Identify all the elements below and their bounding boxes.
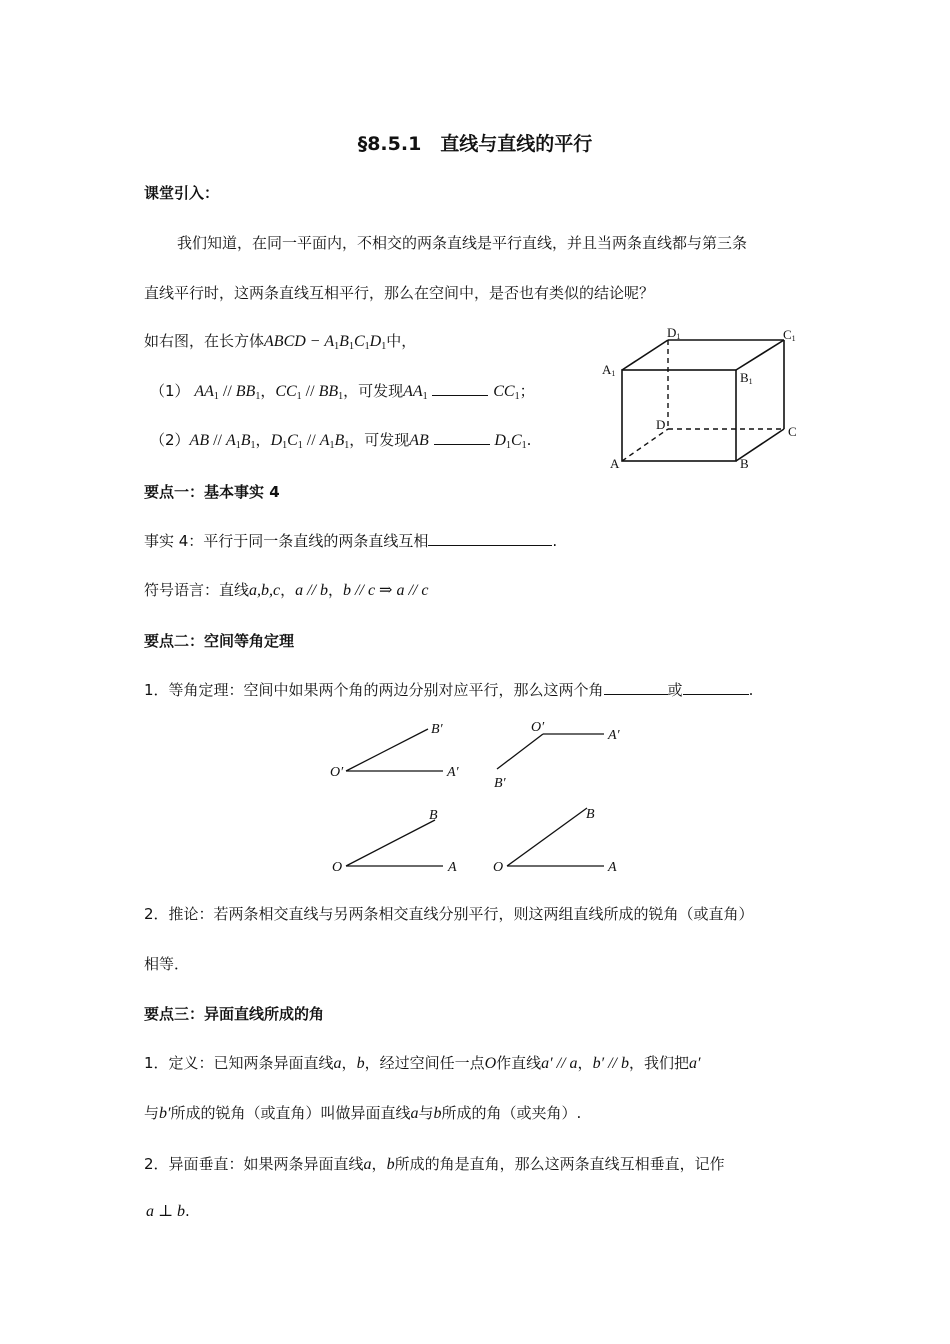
symbol-expr-1: a // b (295, 582, 329, 599)
theorem-blank-2[interactable] (683, 682, 749, 695)
theorem-or: 或 (667, 681, 683, 699)
q1-mid: ，可发现 (343, 382, 404, 400)
cuboid-front-face (622, 370, 736, 461)
angle2-label-A-prime: A′ (608, 728, 620, 743)
angle4-label-B: B (586, 807, 595, 822)
point2-heading: 要点二：空间等角定理 (144, 632, 295, 650)
perp-end: . (185, 1202, 190, 1220)
q1-expr4: $CC_1$ (493, 383, 520, 402)
fact4-text: 事实 4：平行于同一条直线的两条直线互相 (144, 532, 429, 550)
intro-paragraph-line2: 直线平行时，这两条直线互相平行，那么在空间中，是否也有类似的结论呢？ (144, 284, 655, 302)
question-2 (150, 429, 531, 451)
perp-var-b: b (386, 1156, 395, 1173)
math-minus: − (310, 333, 320, 350)
def-var-O: O (484, 1055, 497, 1072)
q1-expr3: $AA_1$ (403, 383, 428, 402)
angle4-label-O: O (493, 860, 504, 875)
q2-expr1: AB // $A_1B_1$ (189, 432, 256, 451)
label-B: B (740, 456, 749, 471)
q2-sep: ， (255, 431, 271, 449)
def-text-1: 1．定义：已知两条异面直线 (144, 1054, 334, 1072)
label-D: D (656, 417, 666, 432)
symbol-comma-1: ， (280, 581, 296, 599)
def2-var-bp: b′ (159, 1105, 171, 1122)
symbol-prefix: 符号语言：直线 (144, 581, 250, 599)
def-var-ap: a′ (688, 1055, 701, 1072)
perpendicular-line1 (144, 1153, 725, 1174)
def2-var-a: a (410, 1105, 419, 1122)
q2-label: （2） (150, 431, 190, 449)
def-var-b: b (356, 1055, 365, 1072)
fact4-answer-blank[interactable] (428, 533, 552, 546)
symbol-language-line (144, 579, 428, 600)
angle1-label-O-prime: O′ (330, 765, 344, 780)
perp-text-2: ， (371, 1155, 387, 1173)
label-C: C (788, 424, 797, 439)
angle1-label-B-prime: B′ (431, 722, 443, 737)
definition-line2 (144, 1102, 581, 1123)
angle2-label-O-prime: O′ (531, 720, 545, 735)
theorem-end: . (748, 681, 754, 699)
page-title: §8.5.1 直线与直线的平行 (357, 133, 593, 155)
q1-label: （1） (150, 382, 190, 400)
angle1-label-A-prime: A′ (447, 765, 459, 780)
symbol-expr-2: b // c ⇒ a // c (343, 582, 429, 599)
math-a1b1c1d1: $A_1B_1C_1D_1$ (324, 333, 387, 352)
def-expr-bp: b′ // b (592, 1055, 629, 1072)
figure-intro-line (144, 330, 416, 352)
cuboid-figure (595, 322, 815, 477)
angle3-label-B: B (429, 808, 438, 823)
angle2-ray-ob (497, 734, 543, 769)
angle3-label-A: A (448, 860, 457, 875)
def-text-2: ， (341, 1054, 357, 1072)
def2-var-b: b (433, 1105, 442, 1122)
q2-mid: ，可发现 (349, 431, 410, 449)
cuboid-edge-b1c1 (736, 340, 784, 370)
label-D1: D1 (667, 325, 681, 341)
q1-end: ； (519, 382, 535, 400)
corollary-line2: 相等． (144, 955, 190, 973)
angle1-ray-ob (346, 729, 428, 771)
q1-expr2: $CC_1 // BB_1$ (275, 383, 344, 402)
angle4-ray-ob (507, 808, 587, 866)
angle-figures (325, 712, 635, 880)
symbol-vars: a,b,c (249, 582, 281, 599)
def2-text-3: 与 (418, 1104, 434, 1122)
q2-end: . (526, 431, 532, 449)
point3-heading: 要点三：异面直线所成的角 (144, 1005, 325, 1023)
corollary-line1: 2．推论：若两条相交直线与另两条相交直线分别平行，则这两组直线所成的锐角（或直角） (144, 905, 754, 923)
perpendicular-line2 (146, 1201, 190, 1221)
perp-expr: a ⊥ b (146, 1203, 186, 1220)
label-A1: A1 (602, 362, 616, 378)
q2-expr3: AB (409, 432, 429, 449)
equal-angle-theorem (144, 679, 753, 700)
q1-expr1: $AA_1 // BB_1$ (194, 383, 261, 402)
theorem-blank-1[interactable] (604, 682, 668, 695)
label-B1: B1 (740, 370, 753, 386)
question-1 (150, 380, 535, 402)
definition-line1 (144, 1052, 700, 1073)
def-text-4: 作直线 (496, 1054, 542, 1072)
angle3-label-O: O (332, 860, 343, 875)
q1-sep: ， (260, 382, 276, 400)
symbol-comma-2: ， (328, 581, 344, 599)
def-text-5: ， (577, 1054, 593, 1072)
def2-text-1: 与 (144, 1104, 160, 1122)
q2-expr4: $D_1C_1$ (494, 432, 527, 451)
label-C1: C1 (783, 327, 796, 343)
fig-prefix: 如右图，在长方体 (144, 332, 265, 350)
def-text-3: ，经过空间任一点 (364, 1054, 485, 1072)
angle2-label-B-prime: B′ (494, 776, 506, 791)
cuboid-edge-a1d1 (622, 340, 668, 370)
theorem-text: 1．等角定理：空间中如果两个角的两边分别对应平行，那么这两个角 (144, 681, 604, 699)
perp-text-1: 2．异面垂直：如果两条异面直线 (144, 1155, 364, 1173)
def2-text-4: 所成的角（或夹角）. (441, 1104, 582, 1122)
fact4-end: . (552, 532, 558, 550)
def2-text-2: 所成的锐角（或直角）叫做异面直线 (170, 1104, 411, 1122)
point1-heading: 要点一：基本事实 4 (144, 483, 280, 501)
intro-paragraph-line1: 我们知道，在同一平面内，不相交的两条直线是平行直线，并且当两条直线都与第三条 (177, 234, 748, 252)
angle3-ray-ob (346, 820, 435, 866)
fig-suffix: 中， (386, 332, 417, 350)
angle4-label-A: A (608, 860, 617, 875)
intro-heading: 课堂引入： (144, 184, 220, 202)
math-box-name: ABCD (264, 333, 306, 350)
cuboid-hidden-edge-ad (622, 429, 668, 461)
perp-var-a: a (363, 1156, 372, 1173)
q2-expr2: $D_1C_1 // A_1B_1$ (270, 432, 350, 451)
q2-answer-blank[interactable] (434, 432, 490, 445)
def-text-6: ，我们把 (628, 1054, 689, 1072)
label-A: A (610, 456, 620, 471)
fact4-line (144, 530, 557, 551)
def-expr-ap: a′ // a (541, 1055, 578, 1072)
perp-text-3: 所成的角是直角，那么这两条直线互相垂直，记作 (394, 1155, 725, 1173)
q1-answer-blank[interactable] (432, 383, 488, 396)
def-var-a: a (333, 1055, 342, 1072)
